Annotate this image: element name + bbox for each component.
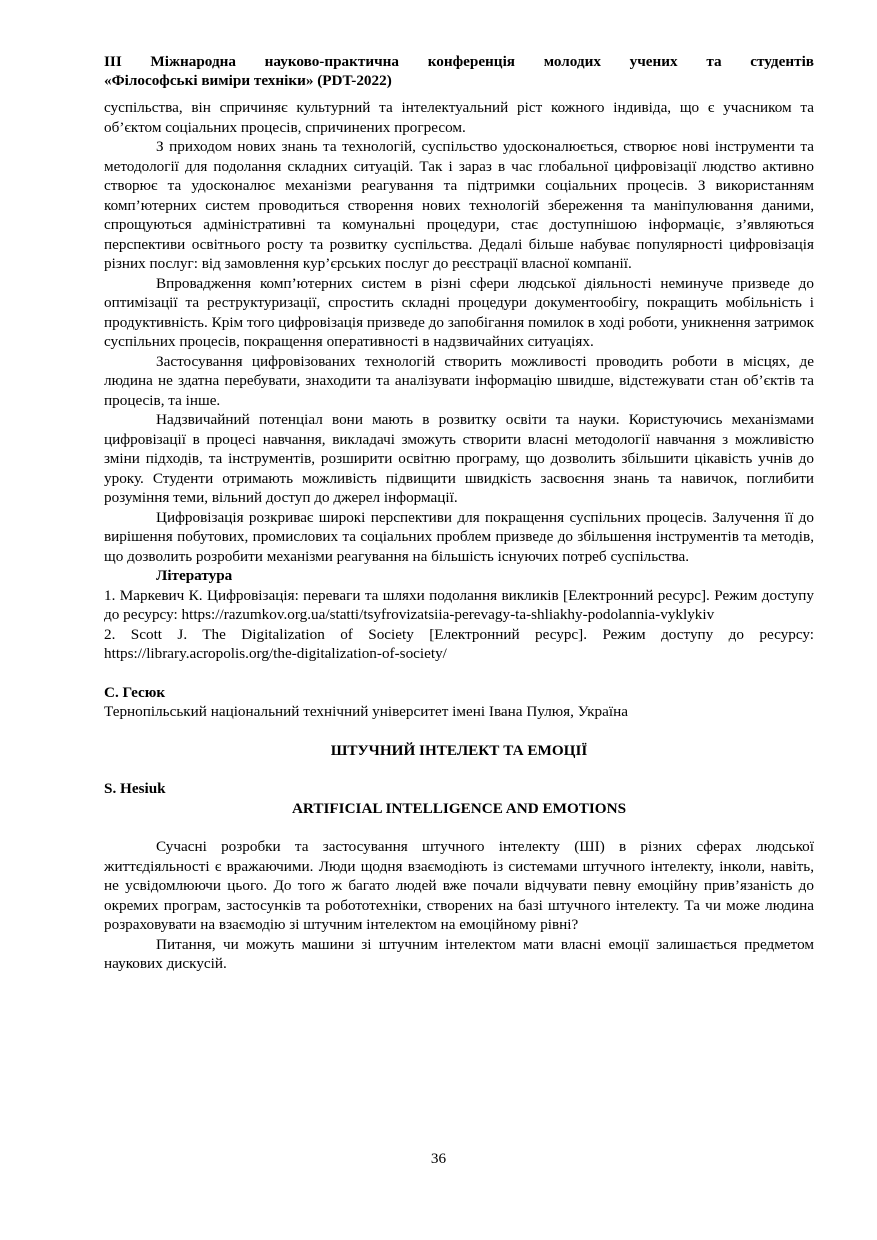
page-number: 36: [430, 1150, 447, 1167]
paragraph-continuation: суспільства, він спричиняє культурний та інтелектуальний ріст кожного індивіда, що є учасником та об’єктом соціальних процесів, спричинених прогресом.: [104, 99, 814, 136]
page-content: [104, 52, 814, 974]
article-title-ua: ШТУЧНИЙ ІНТЕЛЕКТ ТА ЕМОЦІЇ: [330, 741, 588, 759]
author-ua: С. Гесюк: [104, 683, 166, 701]
header-line-2: «Філософські виміри техніки» (PDT-2022): [104, 72, 392, 89]
conference-header: [104, 52, 814, 90]
literature-title: Література: [156, 567, 233, 584]
article-title-en: ARTIFICIAL INTELLIGENCE AND EMOTIONS: [291, 799, 627, 817]
affiliation: Тернопільський національний технічний університет імені Івана Пулюя, Україна: [104, 703, 628, 720]
header-line-1: III Міжнародна науково-практична конференція молодих учених та студентів: [104, 53, 814, 70]
author-en: S. Hesiuk: [104, 780, 166, 797]
reference-1: 1. Маркевич К. Цифровізація: переваги та шляхи подолання викликів [Електронний ресурс]. Режим доступу до ресурсу: https://razumkov.org.ua/statti/tsyfrovizatsiia-perevagy-ta-shliakhy-podolannia-vyklykiv: [104, 586, 814, 623]
paragraph-applications: Застосування цифровізованих технологій створить можливості проводить роботи в місцях, де людина не здатна перебувати, знаходити та аналізувати інформацію швидше, відстежувати стан об’єктів та процесів, та інше.: [104, 352, 814, 409]
article-paragraph-2: Питання, чи можуть машини зі штучним інтелектом мати власні емоції залишається предметом наукових дискусій.: [104, 935, 814, 972]
paragraph-conclusion: Цифровізація розкриває широкі перспективи для покращення суспільних процесів. Залучення її до вирішення побутових, промислових та соціальних проблем призведе до збільшення інструментів та методів, що дозволить розробити механізми реагування на більшість існуючих потреб суспільства.: [104, 508, 814, 565]
reference-2: 2. Scott J. The Digitalization of Society [Електронний ресурс]. Режим доступу до ресурсу: https://library.acropolis.org/the-digitalization-of-society/: [104, 625, 814, 662]
article-paragraph-1: Сучасні розробки та застосування штучного інтелекту (ШІ) в різних сферах людської життєдіяльності є вражаючими. Люди щодня взаємодіють із системами штучного інтелекту, інколи, навіть, не усвідомлюючи цього. До того ж багато людей вже почали відчувати певну емоційну прив’язаність до окремих програм, застосунків та робототехніки, створених на базі штучного інтелекту. Та чи може людина розраховувати на взаємодію зі штучним інтелектом на емоційному рівні?: [104, 838, 814, 933]
paragraph-implementation: Впровадження комп’ютерних систем в різні сфери людської діяльності неминуче призведе до оптимізації та реструктуризації, спростить складні процедури документообігу, покращить мобільність і продуктивність. Крім того цифровізація призведе до запобігання помилок в ході роботи, уникнення затримок суспільних процесів, покращення оперативності в надзвичайних ситуаціях.: [104, 274, 814, 350]
paragraph-new-knowledge: З приходом нових знань та технологій, суспільство удосконалюється, створює нові інструменти та методології для подолання складних ситуацій. Так і зараз в час глобальної цифровізації людство активно створює та удосконалює механізми реагування та підтримки соціальних процесів. З використанням комп’ютерних систем проводиться створення нових технологій збереження та маніпулювання даними, спрощуються адміністративні та комунальні процедури, стає доступнішою інформаціє, з’являються перспективи освітнього росту та розвитку суспільства. Дедалі більше набуває популярності цифровізація різних послуг: від замовлення кур’єрських послуг до реєстрації власної компанії.: [104, 138, 814, 272]
paragraph-education: Надзвичайний потенціал вони мають в розвитку освіти та науки. Користуючись механізмами цифровізації в процесі навчання, викладачі зможуть створити власні методології навчання з можливістю зміни підходів, та інструментів, розширити освітню програму, що дозволить збільшити цікавість учнів до уроку. Студенти отримають можливість підвищити швидкість засвоєння знань та навичок, поглибити розуміння теми, вільний доступ до джерел інформації.: [104, 411, 814, 506]
